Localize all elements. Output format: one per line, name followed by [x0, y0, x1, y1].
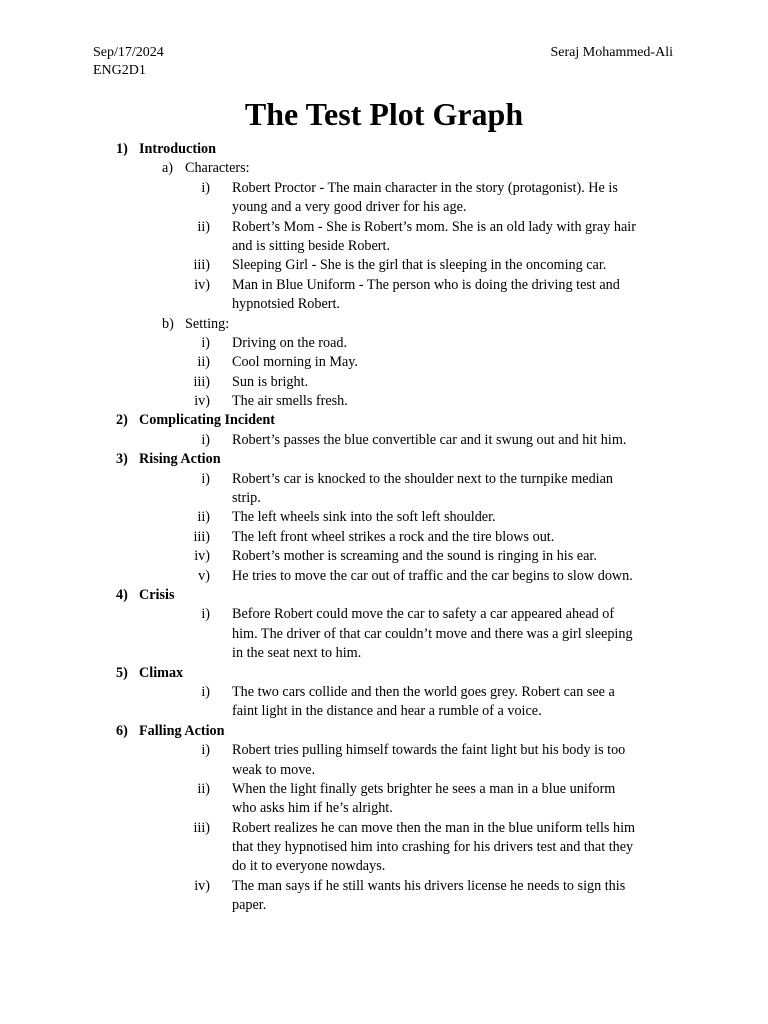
- list-item: [0, 702, 768, 721]
- list-text: strip.: [232, 490, 261, 507]
- list-item: [0, 237, 768, 256]
- list-text: The left front wheel strikes a rock and the tire blows out.: [232, 528, 555, 545]
- list-text: The left wheels sink into the soft left shoulder.: [232, 509, 496, 526]
- section-heading: [0, 722, 768, 741]
- list-text: The two cars collide and then the world goes grey. Robert can see a: [232, 683, 615, 700]
- list-number: iv): [194, 393, 210, 410]
- list-item: [0, 198, 768, 217]
- list-text: Introduction: [139, 141, 216, 157]
- list-text: Rising Action: [139, 451, 221, 468]
- list-item: [0, 761, 768, 780]
- list-text: When the light finally gets brighter he sees a man in a blue uniform: [232, 780, 616, 797]
- list-text: weak to move.: [232, 761, 316, 778]
- list-text: do it to everyone nowdays.: [232, 858, 386, 875]
- list-text: Driving on the road.: [232, 334, 348, 351]
- list-text: that they hypnotised him into crashing for his drivers test and that they: [232, 839, 634, 856]
- list-item: [0, 508, 768, 527]
- list-number: iii): [193, 528, 210, 545]
- list-number: iv): [194, 548, 210, 565]
- list-number: i): [201, 334, 210, 351]
- list-item: [0, 547, 768, 566]
- list-text: Falling Action: [139, 722, 225, 739]
- section-heading: [0, 586, 768, 605]
- list-text: him. The driver of that car couldn’t move and there was a girl sleeping: [232, 625, 633, 642]
- list-item: [0, 334, 768, 353]
- list-number: ii): [197, 509, 210, 526]
- header-date: Sep/17/2024: [93, 45, 164, 60]
- list-text: Cool morning in May.: [232, 354, 358, 371]
- list-number: 1): [116, 141, 128, 157]
- section-heading: [0, 450, 768, 469]
- list-item: [0, 625, 768, 644]
- list-text: Robert’s car is knocked to the shoulder next to the turnpike median: [232, 470, 613, 487]
- list-number: 6): [116, 722, 128, 739]
- list-text: Robert’s mother is screaming and the sound is ringing in his ear.: [232, 548, 597, 565]
- list-text: Robert’s Mom - She is Robert’s mom. She is an old lady with gray hair: [232, 218, 636, 235]
- list-number: i): [201, 431, 210, 448]
- list-number: 2): [116, 412, 128, 429]
- list-item: [0, 567, 768, 586]
- list-text: Robert realizes he can move then the man in the blue uniform tells him: [232, 819, 636, 836]
- list-item: [0, 179, 768, 198]
- list-number: 3): [116, 451, 128, 468]
- list-text: hypnotsied Robert.: [232, 296, 340, 313]
- list-item: [0, 276, 768, 295]
- list-item: [0, 780, 768, 799]
- list-item: [0, 353, 768, 372]
- list-number: iv): [194, 276, 210, 293]
- list-number: i): [201, 179, 210, 196]
- list-text: Crisis: [139, 586, 175, 603]
- list-item: [0, 741, 768, 760]
- list-text: Climax: [139, 664, 184, 681]
- section-heading: [0, 140, 768, 159]
- list-item: [0, 218, 768, 237]
- list-text: faint light in the distance and hear a rumble of a voice.: [232, 703, 542, 720]
- list-text: The air smells fresh.: [232, 393, 348, 410]
- list-item: [0, 373, 768, 392]
- list-item: [0, 431, 768, 450]
- list-item: [0, 489, 768, 508]
- list-text: young and a very good driver for his age.: [232, 199, 467, 216]
- list-text: and is sitting beside Robert.: [232, 237, 391, 254]
- list-number: i): [201, 606, 210, 623]
- list-item: [0, 877, 768, 896]
- list-item: [0, 644, 768, 663]
- list-number: v): [198, 567, 210, 584]
- list-text: Sun is bright.: [232, 373, 309, 390]
- list-text: Man in Blue Uniform - The person who is doing the driving test and: [232, 276, 620, 293]
- list-text: Complicating Incident: [139, 412, 275, 429]
- list-item: [0, 256, 768, 275]
- list-text: He tries to move the car out of traffic and the car begins to slow down.: [232, 567, 633, 584]
- list-number: a): [162, 160, 174, 177]
- subsection-heading: [0, 315, 768, 334]
- list-number: i): [201, 470, 210, 487]
- list-item: [0, 605, 768, 624]
- list-number: ii): [197, 218, 210, 235]
- list-text: The man says if he still wants his drivers license he needs to sign this: [232, 877, 626, 894]
- list-number: 4): [116, 586, 128, 603]
- list-item: [0, 528, 768, 547]
- list-number: b): [162, 315, 174, 332]
- section-heading: [0, 664, 768, 683]
- section-heading: [0, 411, 768, 430]
- list-text: Robert Proctor - The main character in the story (protagonist). He is: [232, 179, 618, 196]
- plot-outline: [0, 140, 768, 916]
- header-course: ENG2D1: [93, 63, 146, 78]
- list-number: i): [201, 683, 210, 700]
- list-item: [0, 857, 768, 876]
- header-author: Seraj Mohammed-Ali: [550, 45, 673, 60]
- list-number: ii): [197, 780, 210, 797]
- subsection-heading: [0, 159, 768, 178]
- list-item: [0, 819, 768, 838]
- list-text: paper.: [232, 897, 267, 914]
- list-item: [0, 295, 768, 314]
- list-item: [0, 838, 768, 857]
- list-item: [0, 896, 768, 915]
- list-text: who asks him if he’s alright.: [232, 800, 393, 817]
- list-item: [0, 683, 768, 702]
- list-item: [0, 470, 768, 489]
- list-number: iv): [194, 877, 210, 894]
- list-number: i): [201, 742, 210, 759]
- list-number: ii): [197, 354, 210, 371]
- list-text: Characters:: [185, 160, 250, 177]
- list-item: [0, 392, 768, 411]
- list-text: Sleeping Girl - She is the girl that is sleeping in the oncoming car.: [232, 257, 607, 274]
- list-number: 5): [116, 664, 128, 681]
- list-text: Setting:: [185, 315, 230, 332]
- list-number: iii): [193, 819, 210, 836]
- list-text: Robert tries pulling himself towards the faint light but his body is too: [232, 742, 626, 759]
- list-item: [0, 799, 768, 818]
- list-text: Before Robert could move the car to safety a car appeared ahead of: [232, 606, 615, 623]
- list-text: Robert’s passes the blue convertible car and it swung out and hit him.: [232, 431, 627, 448]
- list-number: iii): [193, 373, 210, 390]
- list-number: iii): [193, 257, 210, 274]
- list-text: in the seat next to him.: [232, 645, 362, 662]
- page-title: The Test Plot Graph: [244, 96, 524, 132]
